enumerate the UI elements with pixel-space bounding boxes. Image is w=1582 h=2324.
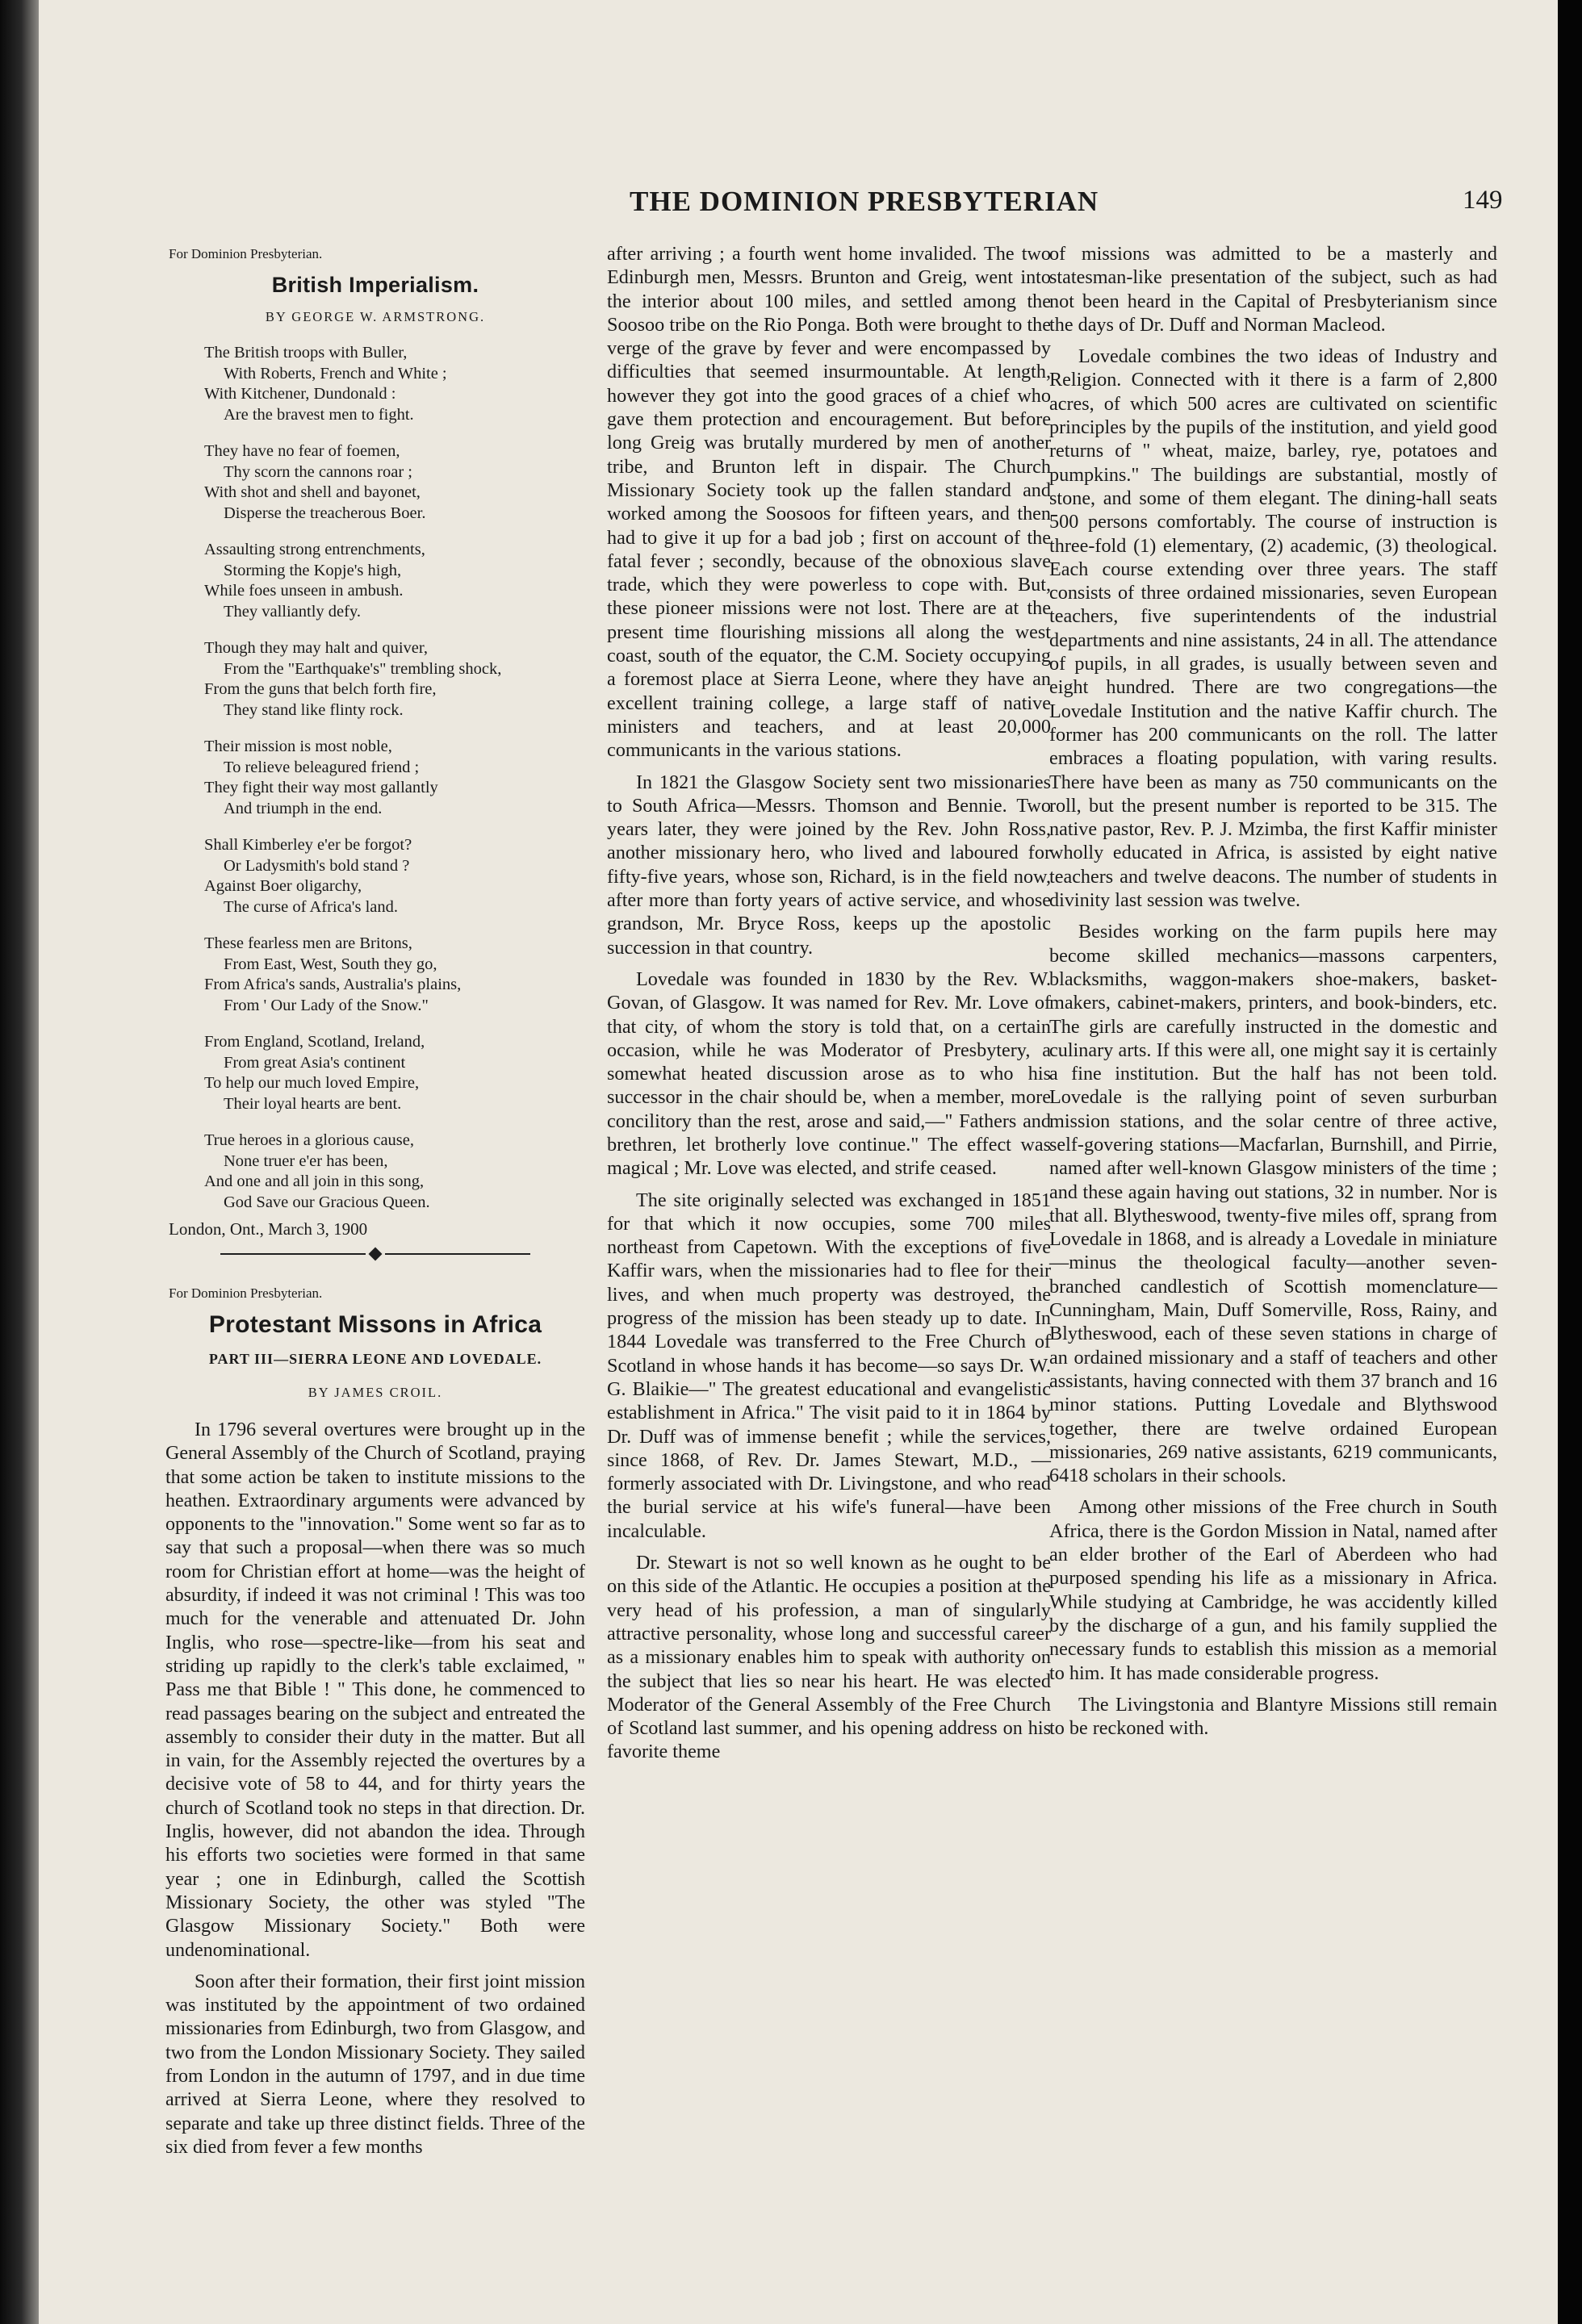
poem-line: None truer e'er has been,: [224, 1152, 388, 1170]
poem-line: From ' Our Lady of the Snow.": [224, 996, 429, 1014]
poem-line: They have no fear of foemen,: [204, 442, 400, 460]
poem-line: They stand like flinty rock.: [224, 700, 404, 719]
poem-line: The British troops with Buller,: [204, 344, 408, 362]
poem-line: With Roberts, French and White ;: [224, 364, 447, 382]
poem-stanza: [204, 540, 585, 622]
poem-line: To relieve beleagured friend ;: [224, 758, 420, 776]
poem-line: And triumph in the end.: [224, 799, 383, 817]
poem-line: Are the bravest men to fight.: [224, 405, 414, 424]
poem-line: From great Asia's continent: [224, 1053, 406, 1072]
masthead-title: THE DOMINION PRESBYTERIAN: [630, 186, 1099, 217]
poem-line: Storming the Kopje's high,: [224, 561, 402, 579]
poem-line: Though they may halt and quiver,: [204, 639, 429, 657]
scan-gutter-shadow: [0, 0, 39, 2324]
poem-line: Thy scorn the cannons roar ;: [224, 462, 412, 481]
poem-dateline: London, Ont., March 3, 1900: [169, 1219, 368, 1239]
column-2: [607, 242, 1051, 1772]
poem-line: From the "Earthquake's" trembling shock,: [224, 659, 502, 678]
poem-line: God Save our Gracious Queen.: [224, 1193, 430, 1211]
poem-line: They fight their way most gallantly: [204, 779, 438, 796]
poem-line: Shall Kimberley e'er be forgot?: [204, 836, 412, 854]
poem-line: True heroes in a glorious cause,: [204, 1131, 414, 1149]
poem-line: From England, Scotland, Ireland,: [204, 1033, 425, 1051]
poem-line: With Kitchener, Dundonald :: [204, 385, 396, 403]
poem-line: To help our much loved Empire,: [204, 1074, 420, 1092]
poem-stanza: [204, 441, 585, 524]
paragraph: The Livingstonia and Blantyre Missions still remain to be reckoned with.: [1049, 1693, 1497, 1740]
poem-stanza: [204, 1032, 585, 1114]
poem-line: Assaulting strong entrenchments,: [204, 541, 425, 558]
column-3: [1049, 242, 1497, 1748]
poem-line: Their loyal hearts are bent.: [224, 1094, 402, 1113]
poem-stanza: [204, 343, 585, 425]
poem-line: They valliantly defy.: [224, 602, 362, 621]
paragraph: of missions was admitted to be a masterly and statesman-like presentation of the subject, such as had not been heard in the Capital of Presbyterianism since the days of Dr. Duff and Norman Macleod.: [1049, 243, 1497, 336]
paragraph: The site originally selected was exchanged in 1851 for that which it now occupies, some 700 miles northeast from Capetown. With the exceptions of five Kaffir wars, when the missionaries had to flee for their lives, and when much property was destroyed, the progress of the mission has been steady up to date. In 1844 Lovedale was transferred to the Free Church of Scotland in whose hands it has become—so says Dr. W. G. Blaikie—" The greatest educational and evangelistic establishment in Africa." The visit paid to it in 1864 by Dr. Duff was of immense benefit ; while the services, since 1868, of Rev. Dr. James Stewart, M.D., —formerly associated with Dr. Livingstone, and who read the burial service at his wife's funeral—have been incalculable.: [607, 1189, 1051, 1542]
article-title: Protestant Missons in Africa: [208, 1311, 542, 1338]
article-subhead: PART III—SIERRA LEONE AND LOVEDALE.: [208, 1351, 542, 1367]
poem-stanza: [204, 835, 585, 917]
article-credit: For Dominion Presbyterian.: [169, 1285, 323, 1301]
paragraph: Lovedale was founded in 1830 by the Rev. W. Govan, of Glasgow. It was named for Rev. Mr. Love of that city, of whom the story is told that, on a certain occasion, while he was Moderator of Presbytery, a somewhat heated discussion arose as to who his successor in the chair should be, when a member, more concilitory than the rest, arose and said,—" Fathers and brethren, let brotherly love continue." The effect was magical ; Mr. Love was elected, and strife ceased.: [607, 968, 1051, 1180]
poem-line: From East, West, South they go,: [224, 955, 437, 973]
paragraph: In 1796 several overtures were brought up in the General Assembly of the Church of Scotland, praying that some action be taken to institute missions to the heathen. Extraordinary arguments were advanced by opponents to the "innovation." Some went so far as to say that such a proposal—when there was so much room for Christian effort at home—was the height of absurdity, if indeed it was not criminal ! This was too much for the venerable and attenuated Dr. John Inglis, who rose—spectre-like—from his seat and striding up rapidly to the clerk's table exclaimed, " Pass me that Bible ! " This done, he commenced to read passages bearing on the subject and entreated the assembly to consider their duty in the matter. But all in vain, for the Assembly rejected the overtures by a decisive vote of 58 to 44, and for thirty years the church of Scotland took no steps in that direction. Dr. Inglis, however, did not abandon the idea. Through his efforts two societies were formed in that same year ; one in Edinburgh, called the Scottish Missionary Society, the other was styled "The Glasgow Missionary Society." Both were undenominational.: [165, 1419, 585, 1961]
poem-line: The curse of Africa's land.: [224, 897, 399, 916]
poem-line: Or Ladysmith's bold stand ?: [224, 856, 410, 875]
poem-stanza: [204, 934, 585, 1016]
poem-stanza: [204, 1131, 585, 1213]
poem-line: Against Boer oligarchy,: [204, 877, 362, 895]
poem-stanza: [204, 737, 585, 819]
poem-line: While foes unseen in ambush.: [204, 582, 404, 600]
poem-line: Disperse the treacherous Boer.: [224, 504, 426, 522]
paragraph: after arriving ; a fourth went home invalided. The two Edinburgh men, Messrs. Brunton and Greig, went into the interior about 100 miles, and settled among the Soosoo tribe on the Rio Ponga. Both were brought to the verge of the grave by fever and were encompassed by difficulties that seemed insurmountable. At length, however they got into the good graces of a chief who gave them protection and encouragement. But before long Greig was brutally murdered by men of another tribe, and Brunton left in dispair. The Church Missionary Society took up the fallen standard and worked among the Soosoos for fifteen years, and then had to give it up for a bad job ; first on account of the fatal fever ; secondly, because of the obnoxious slave trade, which they were powerless to cope with. But, these pioneer missions were not lost. There are at the present time flourishing missions all along the west coast, south of the equator, the C.M. Society occupying a foremost place at Sierra Leone, where they have an excellent training college, a large staff of native ministers and teachers, and at least 20,000 communicants in the various stations.: [607, 243, 1051, 762]
poem-body: [165, 343, 585, 1213]
column-1: [165, 242, 585, 2167]
paragraph: Besides working on the farm pupils here may become skilled mechanics—massons carpenters, blacksmiths, waggon-makers shoe-makers, basket-makers, cabinet-makers, printers, and book-binders, etc. The girls are carefully instructed in the domestic and culinary arts. If this were all, one might say it is certainly a fine institution. But the half has not been told. Lovedale is the rallying point of seven surburban mission stations, and the solar centre of three active, self-govering stations—Macfarlan, Burnshill, and Pirrie, named after well-known Glasgow ministers of the time ; and these again having out stations, 32 in number. Nor is that all. Blytheswood, twenty-five miles off, sprang from Lovedale in 1868, and is already a Lovedale in miniature —minus the theological faculty—another seven-branched candlestich of Scottish momenclature—Cunningham, Main, Duff Somerville, Ross, Rainy, and Blytheswood, each of these seven stations in charge of an ordained missionary and a staff of teachers and other assistants, having connected with them 37 branch and 16 minor stations. Putting Lovedale and Blythswood together, there are twelve ordained European missionaries, 269 native assistants, 6219 communicants, 6418 scholars in their schools.: [1049, 921, 1497, 1487]
poem-stanza: [204, 638, 585, 721]
paragraph: Soon after their formation, their first joint mission was instituted by the appointment of two ordained missionaries from Edinburgh, two from Glasgow, and two from the London Missionary Society. They sailed from London in the autumn of 1797, and in due time arrived at Sierra Leone, where they resolved to separate and take up three distinct fields. Three of the six died from fever a few months: [165, 1971, 585, 2158]
article-column-1: [165, 1419, 585, 2159]
poem-credit: For Dominion Presbyterian.: [169, 246, 323, 261]
poem-line: Their mission is most noble,: [204, 738, 392, 755]
article-byline: BY JAMES CROIL.: [308, 1385, 443, 1400]
poem-byline: BY GEORGE W. ARMSTRONG.: [265, 309, 486, 324]
poem-line: From the guns that belch forth fire,: [204, 680, 437, 698]
poem-line: With shot and shell and bayonet,: [204, 483, 421, 501]
paragraph: Lovedale combines the two ideas of Industry and Religion. Connected with it there is a farm of 2,800 acres, of which 500 acres are cultivated on scientific principles by the pupils of the institution, and yield good returns of " wheat, maize, barley, rye, potatoes and pumpkins." The buildings are substantial, mostly of stone, and some of them elegant. The dining-hall seats 500 persons comfortably. The course of instruction is three-fold (1) elementary, (2) academic, (3) theological. Each course extending over three years. The staff consists of three ordained missionaries, seven European teachers, five superintendents of the industrial departments and nine assistants, 24 in all. The attendance of pupils, in all grades, is usually between seven and eight hundred. There are two congregations—the Lovedale Institution and the native Kaffir church. The former has 200 communicants on the roll. The latter embraces a floating population, with varing results. There have been as many as 750 communicants on the roll, but the present number is reported to be 315. The native pastor, Rev. P. J. Mzimba, the first Kaffir minister wholly educated in Africa, is assisted by eight native teachers and twelve deacons. The number of students in divinity last session was twelve.: [1049, 345, 1497, 912]
section-divider: [165, 1249, 585, 1259]
paragraph: Among other missions of the Free church in South Africa, there is the Gordon Mission in Natal, named after an elder brother of the Earl of Aberdeen who had purposed spending his life as a missionary in Africa. While studying at Cambridge, he was accidently killed by the discharge of a gun, and his family supplied the necessary funds to establish this mission as a memorial to him. It has made considerable progress.: [1049, 1496, 1497, 1684]
poem-line: From Africa's sands, Australia's plains,: [204, 976, 462, 993]
poem-line: And one and all join in this song,: [204, 1172, 425, 1190]
paragraph: In 1821 the Glasgow Society sent two missionaries to South Africa—Messrs. Thomson and Bennie. Two years later, they were joined by the Rev. John Ross, another missionary hero, who lived and laboured for fifty-five years, whose son, Richard, is in the field now, after more than forty years of active service, and whose grandson, Mr. Bryce Ross, keeps up the apostolic succession in that country.: [607, 771, 1051, 959]
paragraph: Dr. Stewart is not so well known as he ought to be on this side of the Atlantic. He occupies a position at the very head of his profession, a man of singularly attractive personality, whose long and successful career as a missionary enables him to speak with authority on the subject that lies so near his heart. He was elected Moderator of the General Assembly of the Free Church of Scotland last summer, and his opening address on his favorite theme: [607, 1552, 1051, 1763]
poem-line: These fearless men are Britons,: [204, 934, 412, 952]
poem-title: British Imperialism.: [271, 273, 479, 297]
page-number: 149: [1463, 186, 1503, 215]
